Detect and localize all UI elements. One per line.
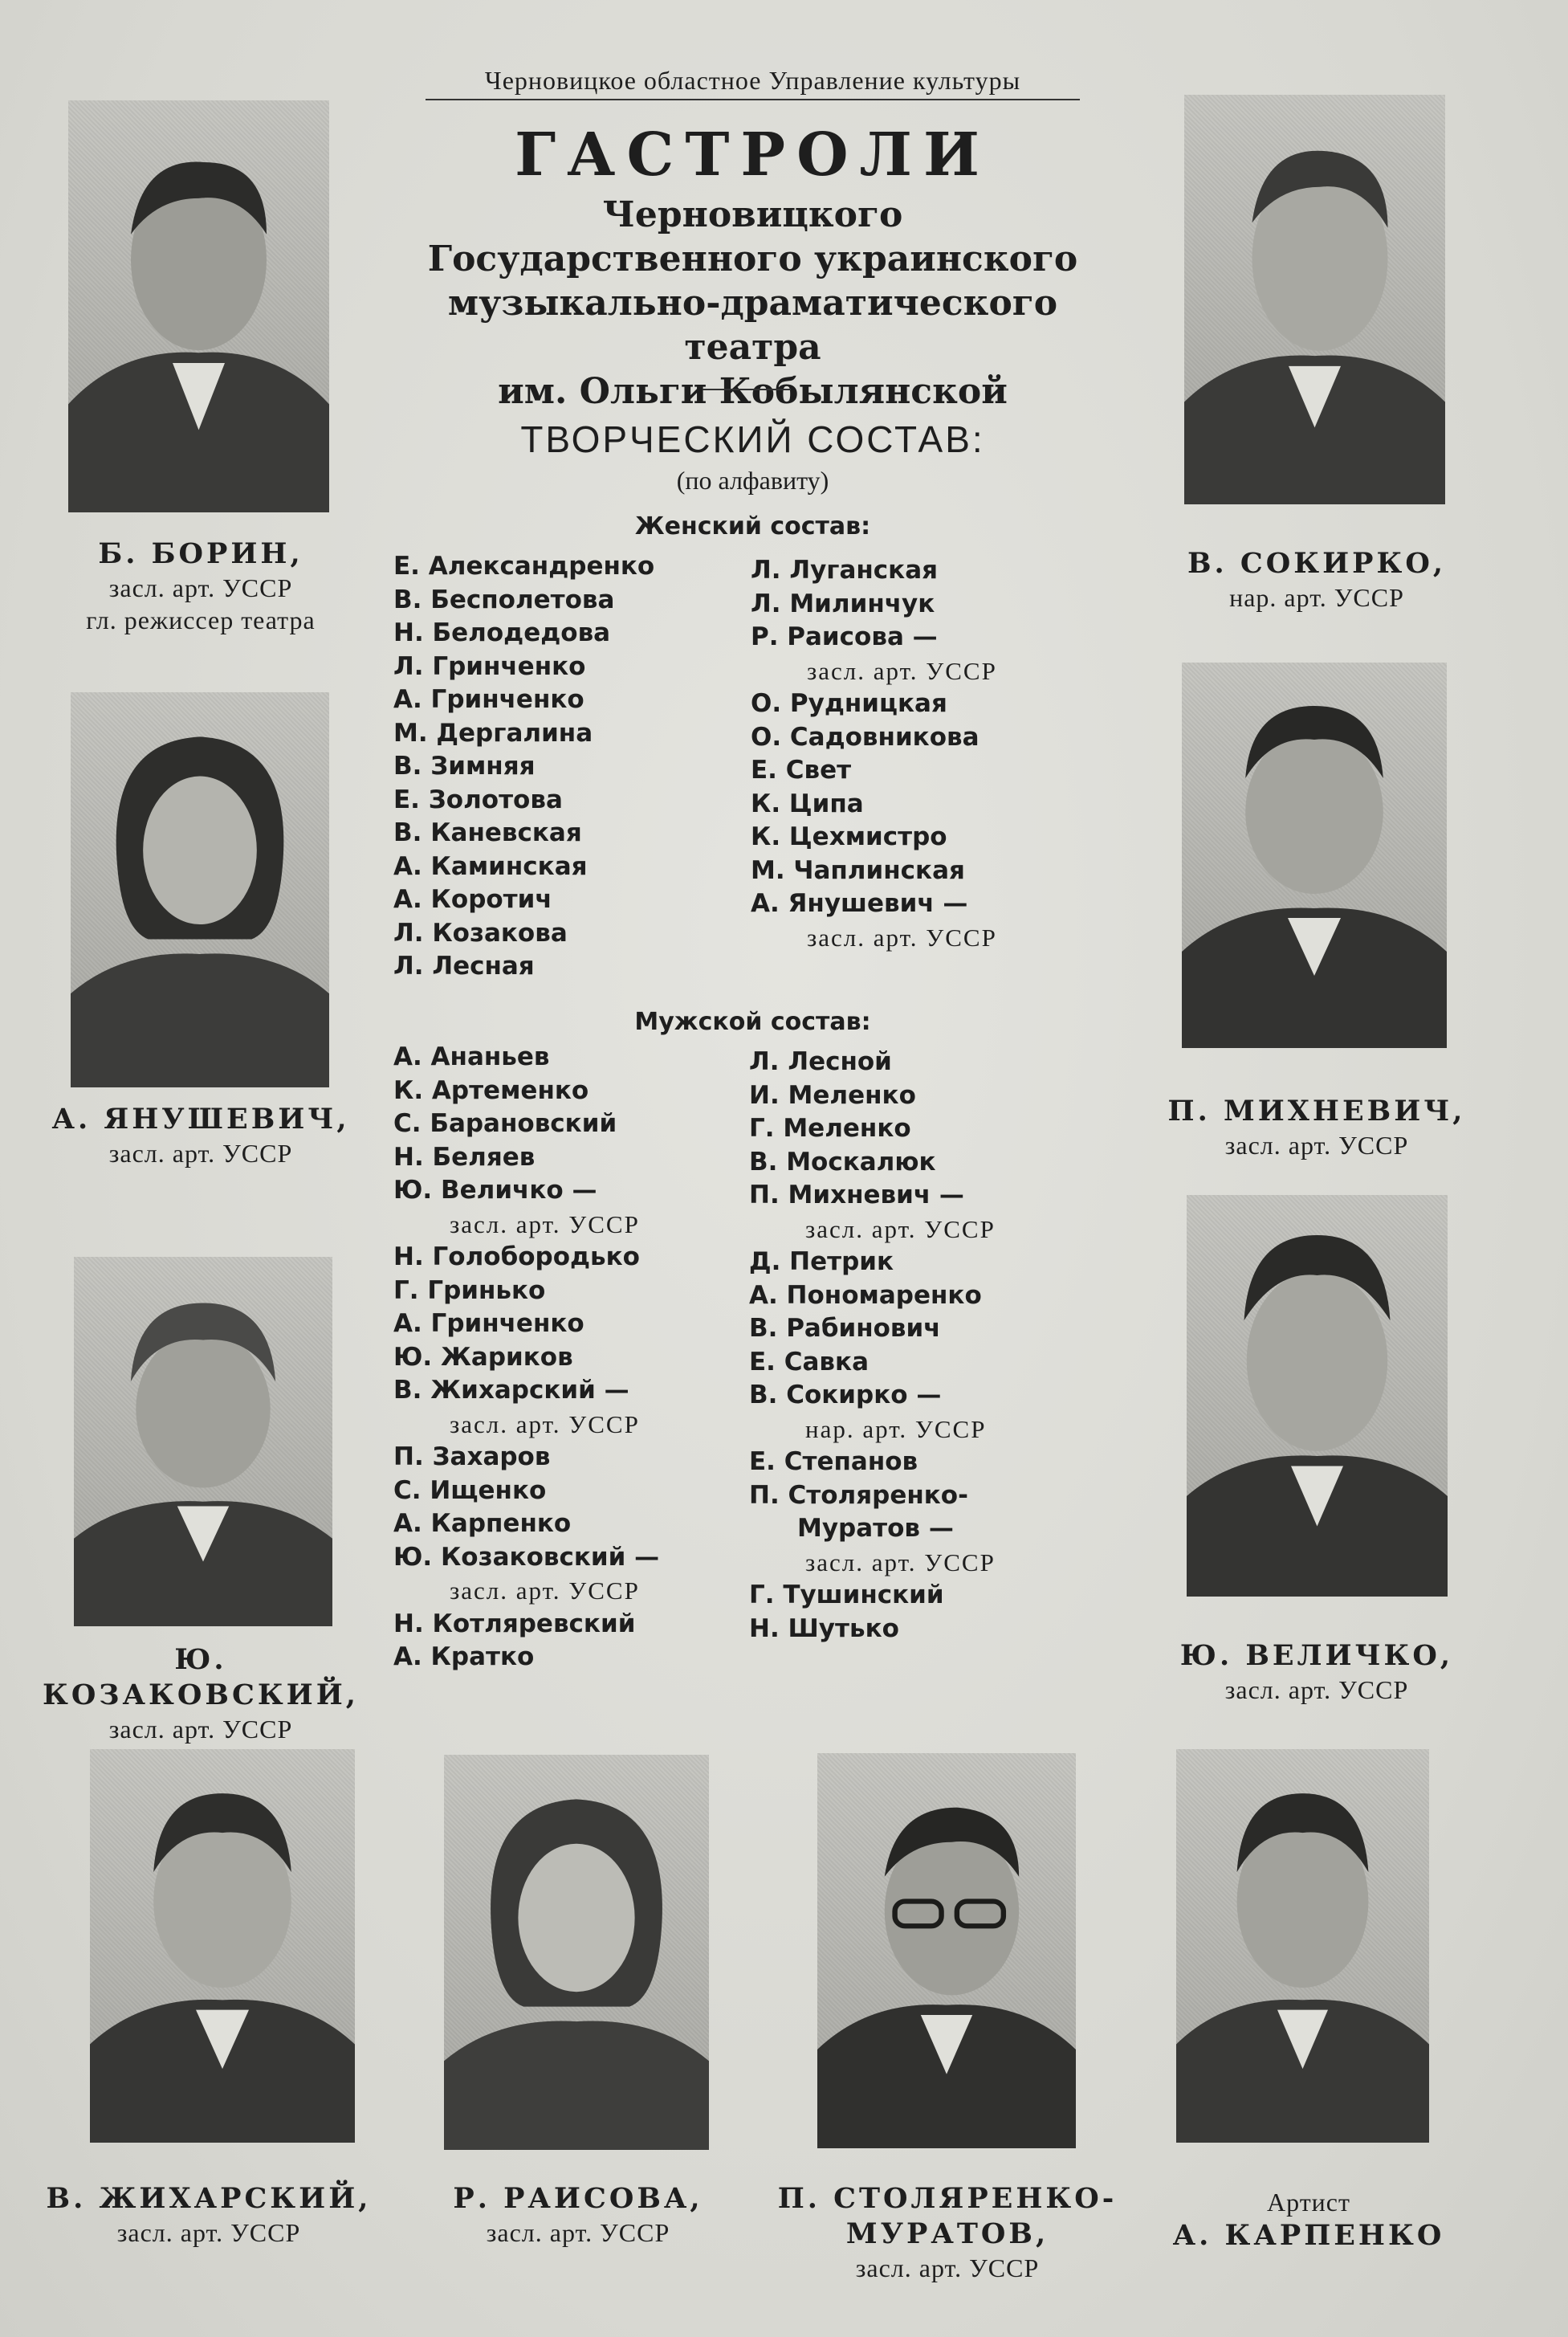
actor-name: МУРАТОВ, [845,2217,1049,2250]
theatre-name-line: Государственного украинского [427,239,1078,279]
cast-member-name: Ю. Величко — [393,1176,597,1205]
cast-member-name: В. Бесполетова [393,585,615,614]
cast-member-title: засл. арт. УССР [450,1409,640,1438]
cast-member-name: В. Каневская [393,818,582,847]
actor-title: засл. арт. УССР [108,573,293,602]
actor-title: засл. арт. УССР [1224,1674,1409,1704]
caption-karpenko [1140,2186,1477,2253]
caption-stolyarenko [767,2181,1128,2284]
cast-member-name: Н. Котляревский [393,1609,636,1638]
caption-borin [32,536,369,636]
cast-member-name: В. Сокирко — [749,1381,942,1409]
cast-member-name: Л. Козакова [393,918,568,948]
theatre-name-line: Черновицкого [602,194,903,235]
portrait-karpenko-photo [1176,1749,1429,2143]
poster-title: ГАСТРОЛИ [515,120,991,190]
cast-member-name: В. Рабинович [749,1314,941,1343]
cast-member-name: Н. Беляев [393,1142,536,1172]
actor-name: В. ЖИХАРСКИЙ, [46,2182,372,2215]
cast-member-name: Д. Петрик [749,1247,894,1276]
actor-name: Р. РАИСОВА, [453,2182,703,2215]
cast-member-name: Л. Луганская [751,556,939,585]
actor-name: П. МИХНЕВИЧ, [1167,1095,1466,1128]
portrait-velichko-photo [1187,1195,1448,1597]
cast-member-name: А. Гринченко [393,1309,584,1338]
cast-member-name: В. Жихарский — [393,1376,629,1405]
actor-title: засл. арт. УССР [108,1138,293,1168]
caption-raisova [401,2181,755,2249]
cast-member-name: А. Кратко [393,1642,535,1671]
men-list-left [393,1041,659,1674]
man-portrait-icon [90,1749,355,2143]
portrait-yanushevich-photo [71,692,329,1087]
cast-member-name: К. Артеменко [393,1075,589,1105]
cast-member-name: О. Садовникова [751,722,979,752]
actor-title: засл. арт. УССР [855,2253,1040,2282]
actor-title: засл. арт. УССР [108,1714,293,1744]
cast-member-name: Е. Александренко [393,552,655,581]
cast-member-name: Н. Голобородько [393,1242,640,1271]
cast-member-name: Ю. Жариков [393,1342,573,1372]
actor-role: гл. режиссер театра [86,605,316,634]
portrait-stolyarenko-photo [817,1753,1076,2148]
portrait-kozakovsky-photo [74,1257,332,1626]
cast-member-title: засл. арт. УССР [807,656,997,685]
actor-name: В. СОКИРКО, [1187,547,1447,580]
cast-member-name: Л. Лесной [749,1047,892,1076]
cast-member-name: П. Михневич — [749,1181,964,1209]
portrait-borin-photo [68,100,329,512]
cast-member-title: засл. арт. УССР [805,1548,996,1576]
actor-name: Б. БОРИН, [98,537,303,570]
man-portrait-icon [1182,663,1447,1048]
theatre-name [385,193,1120,414]
portrait-sokirko-photo [1184,95,1445,504]
cast-member-name: Е. Золотова [393,785,563,814]
cast-member-name: К. Цехмистро [751,822,947,851]
cast-order-note: (по алфавиту) [676,466,829,495]
actor-name: А. КАРПЕНКО [1172,2219,1445,2252]
actor-title: засл. арт. УССР [116,2217,301,2247]
cast-member-title: засл. арт. УССР [805,1214,996,1243]
cast-member-name: В. Зимняя [393,752,536,781]
caption-sokirko [1156,546,1477,614]
cast-member-name: А. Каминская [393,851,588,881]
actor-name: Ю. ВЕЛИЧКО, [1179,1639,1454,1672]
actor-prefix: Артист [1267,2188,1350,2217]
cast-member-name: Л. Гринченко [393,651,586,681]
cast-member-name: Ю. Козаковский — [393,1542,660,1572]
actor-name: А. ЯНУШЕВИЧ, [51,1103,350,1136]
caption-mikhnevich [1148,1094,1485,1161]
men-list-right [749,1046,996,1646]
cast-member-title: засл. арт. УССР [450,1576,640,1605]
cast-member-name: А. Гринченко [393,685,584,714]
cast-member-name: Н. Шутько [749,1613,899,1643]
actor-name: Ю. КОЗАКОВСКИЙ, [42,1643,359,1711]
men-heading: Мужской состав: [634,1008,871,1036]
women-list-right [751,554,997,954]
agency-line: Черновицкое областное Управление культуры [426,66,1080,100]
cast-member-name: П. Столяренко- [749,1480,968,1510]
cast-member-name: Е. Савка [749,1347,869,1377]
actor-title: засл. арт. УССР [1224,1130,1409,1160]
women-list-left [393,550,654,984]
cast-heading: ТВОРЧЕСКИЙ СОСТАВ: [520,418,985,460]
caption-yanushevich [48,1102,353,1169]
theatre-name-line: им. Ольги Кобылянской [498,371,1008,412]
cast-member-name: А. Янушевич — [751,889,968,918]
woman-portrait-icon [71,692,329,1087]
cast-member-name: Г. Меленко [749,1114,911,1143]
cast-member-name: Л. Милинчук [751,589,935,618]
header-divider [703,389,791,390]
cast-member-name: А. Коротич [393,885,552,914]
cast-member-name: П. Захаров [393,1442,551,1471]
man-portrait-icon [1184,95,1445,504]
cast-member-name: С. Барановский [393,1109,617,1138]
theatre-name-line: музыкально-драматического театра [447,283,1058,368]
cast-member-name: В. Москалюк [749,1147,936,1177]
cast-member-name: Р. Раисова — [751,622,938,651]
cast-member-name: Г. Гринько [393,1275,546,1305]
cast-member-name: А. Ананьев [393,1042,550,1071]
cast-member-name: К. Ципа [751,789,864,818]
caption-velichko [1148,1638,1485,1706]
women-heading: Женский состав: [634,512,871,540]
portrait-raisova-photo [444,1755,709,2150]
caption-kozakovsky [32,1642,369,1745]
cast-member-name: О. Рудницкая [751,689,947,718]
cast-member-name: А. Карпенко [393,1509,572,1538]
cast-member-name: А. Пономаренко [749,1280,982,1310]
man-portrait-icon [1176,1749,1429,2143]
cast-member-name: Л. Лесная [393,952,535,981]
cast-member-name: Г. Тушинский [749,1580,944,1609]
cast-member-title: нар. арт. УССР [805,1414,987,1443]
cast-member-name: Е. Степанов [749,1447,918,1476]
caption-zhikharsky [32,2181,385,2249]
actor-title: нар. арт. УССР [1229,582,1404,612]
cast-member-title: засл. арт. УССР [450,1209,640,1238]
actor-name: П. СТОЛЯРЕНКО- [777,2182,1118,2215]
portrait-zhikharsky-photo [90,1749,355,2143]
man-portrait-icon [74,1257,332,1626]
woman-portrait-icon [444,1755,709,2150]
portrait-mikhnevich-photo [1182,663,1447,1048]
man-portrait-icon [1187,1195,1448,1597]
cast-member-name: Е. Свет [751,756,852,785]
cast-member-name: Муратов — [797,1514,954,1543]
man-portrait-icon [68,100,329,512]
cast-member-name: С. Ищенко [393,1475,547,1505]
cast-member-title: засл. арт. УССР [807,923,997,952]
cast-member-name: М. Дергалина [393,718,593,748]
actor-title: засл. арт. УССР [486,2217,670,2247]
man-portrait-icon [817,1753,1076,2148]
cast-member-name: Н. Белодедова [393,618,611,647]
cast-member-name: М. Чаплинская [751,855,965,885]
cast-member-name: И. Меленко [749,1080,916,1110]
